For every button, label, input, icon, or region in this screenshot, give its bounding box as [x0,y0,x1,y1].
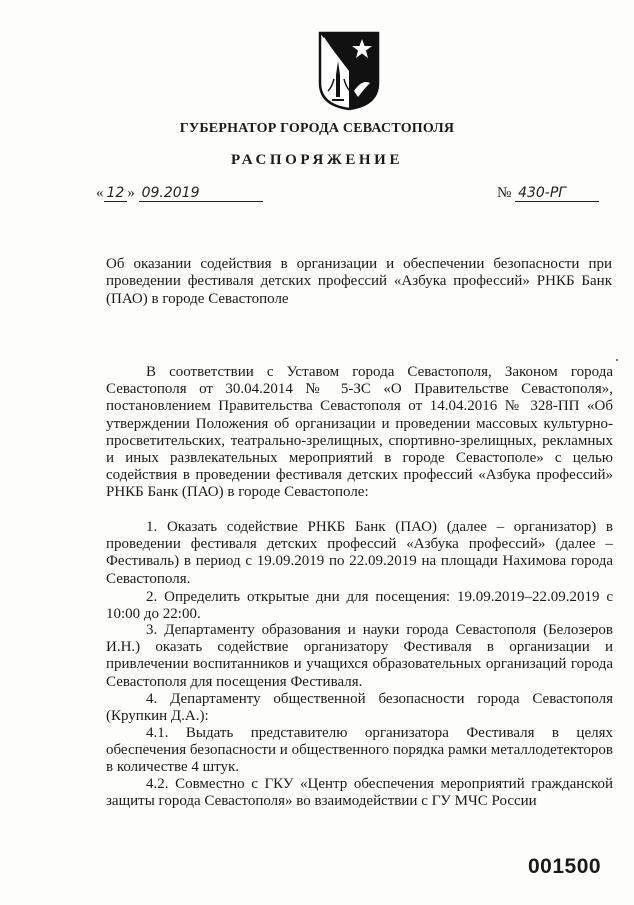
item-4-paragraph: 4. Департаменту общественной безопасности города Севастополя (Крупкин Д.А.): [106,691,613,725]
sevastopol-coat-of-arms-icon [318,31,380,111]
date-quote-open: « [96,185,104,201]
item-3-paragraph: 3. Департаменту образования и науки города Севастополя (Белозеров И.Н.) оказать содействие организатору Фестиваля в организации и привлечении воспитанников и учащихся образовательных организаций города Севастополя для посещения Фестиваля. [106,622,613,690]
document-serial-number: 001500 [528,855,602,878]
item-4-1-paragraph: 4.1. Выдать представителю организатора Фестиваля в целях обеспечения безопасности и общественного порядка рамки металлодетекторов в количестве 4 штук. [106,725,613,776]
number-sign: № [497,185,512,201]
item-4-2-paragraph: 4.2. Совместно с ГКУ «Центр обеспечения мероприятий гражданской защиты города Севастополя» во взаимодействии с ГУ МЧС России [106,776,613,810]
preamble-paragraph: В соответствии с Уставом города Севастополя, Законом города Севастополя от 30.04.2014 № 5-ЗС «О Правительстве Севастополя», постановлением Правительства Севастополя от 14.04.2016 № 328-ПП «Об утверждении Положения об организации и проведении массовых культурно-просветительских, театрально-зрелищных, спортивно-зрелищных, рекламных и иных развлекательных мероприятий в городе Севастополе» с целью содействия в проведении фестиваля детских профессий «Азбука профессий» РНКБ Банк (ПАО) в городе Севастополе: [106,364,613,501]
order-date [96,185,263,202]
number-value: 430-РГ [515,186,599,202]
order-number [497,185,599,202]
document-type: РАСПОРЯЖЕНИЕ [230,152,404,168]
date-quote-close: » [127,185,135,201]
order-subject: Об оказании содействия в организации и обеспечении безопасности при проведении фестиваля детских профессий «Азбука профессий» РНКБ Банк (ПАО) в городе Севастополе [106,256,612,307]
date-day: 12 [104,186,128,202]
item-2-paragraph: 2. Определить открытые дни для посещения: 19.09.2019–22.09.2019 с 10:00 до 22:00. [106,589,613,623]
scan-speck [616,359,618,361]
item-1-paragraph: 1. Оказать содействие РНКБ Банк (ПАО) (далее – организатор) в проведении фестиваля детских профессий «Азбука профессий» (далее – Фестиваль) в период с 19.09.2019 по 22.09.2019 на площади Нахимова города Севастополя. [106,519,613,587]
governor-title: ГУБЕРНАТОР ГОРОДА СЕВАСТОПОЛЯ [179,121,455,136]
date-month-year: 09.2019 [139,186,263,202]
